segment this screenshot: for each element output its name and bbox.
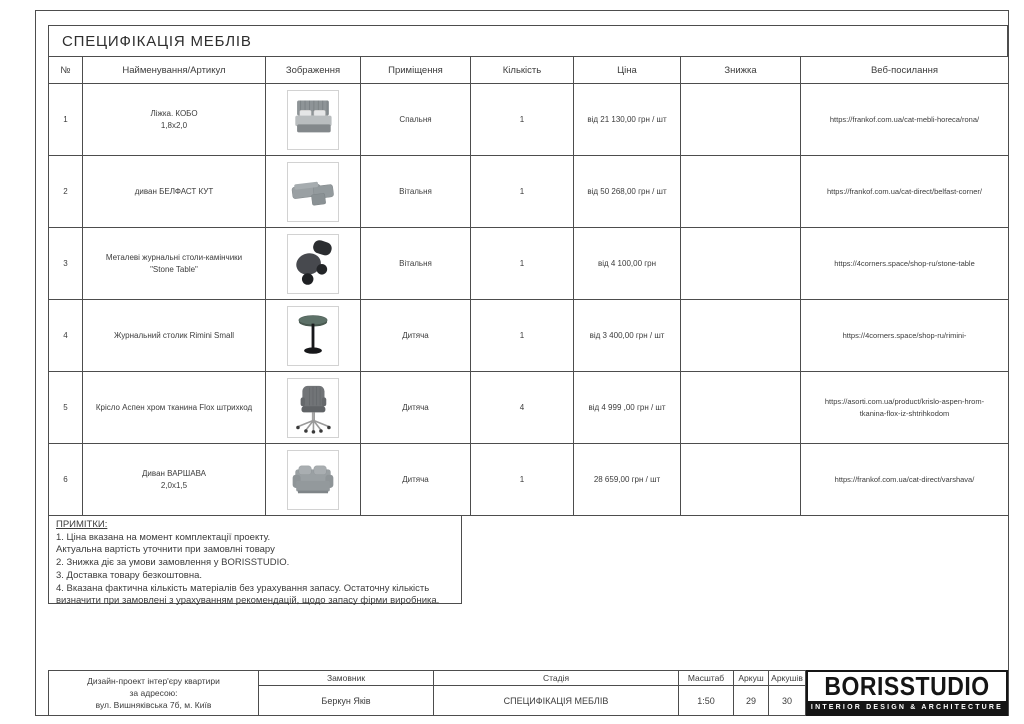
row-number: 1	[49, 84, 83, 156]
customer-value: Беркун Яків	[321, 695, 371, 706]
project-info	[48, 670, 259, 716]
scale-label: Масштаб	[679, 671, 733, 686]
borisstudio-logo	[806, 670, 1008, 716]
discount-cell	[681, 228, 801, 300]
logo-wordmark: BORISSTUDIO	[824, 671, 990, 701]
scale-value: 1:50	[697, 695, 715, 706]
row-number: 2	[49, 156, 83, 228]
customer-cell	[259, 670, 434, 716]
page-title: СПЕЦИФІКАЦІЯ МЕБЛІВ	[62, 32, 252, 50]
web-link: https://frankof.com.ua/cat-direct/belfast-corner/	[801, 156, 1009, 228]
notes-box	[48, 515, 462, 607]
web-link: https://frankof.com.ua/cat-direct/varshava/	[801, 444, 1009, 516]
product-image-cell	[266, 84, 361, 156]
notes-title: ПРИМІТКИ:	[56, 519, 108, 530]
product-image-box	[287, 90, 339, 150]
specification-table	[48, 56, 1009, 516]
sheet-value: 29	[745, 695, 756, 706]
scale-cell	[679, 670, 734, 716]
quantity-cell: 1	[471, 156, 574, 228]
sheet-label: Аркуш	[734, 671, 768, 686]
room-cell: Дитяча	[361, 372, 471, 444]
stage-label: Стадія	[434, 671, 678, 686]
office-chair-image	[290, 381, 336, 435]
customer-label: Замовник	[259, 671, 433, 686]
price-cell: від 50 268,00 грн / шт	[574, 156, 681, 228]
sheets-value: 30	[781, 695, 792, 706]
room-cell: Дитяча	[361, 300, 471, 372]
quantity-cell: 1	[471, 84, 574, 156]
room-cell: Спальня	[361, 84, 471, 156]
product-name-line1: Диван ВАРШАВА	[142, 468, 206, 478]
header-qty: Кількість	[471, 57, 574, 84]
product-name	[83, 300, 266, 372]
header-price: Ціна	[574, 57, 681, 84]
product-name-line1: Металеві журнальні столи-камінчики	[105, 252, 243, 262]
product-image-cell	[266, 156, 361, 228]
discount-cell	[681, 84, 801, 156]
discount-cell	[681, 444, 801, 516]
room-cell: Дитяча	[361, 444, 471, 516]
row-number: 6	[49, 444, 83, 516]
product-image-box	[287, 378, 339, 438]
stage-cell	[434, 670, 679, 716]
product-name-line1: диван БЕЛФАСТ КУТ	[134, 186, 214, 196]
price-cell: від 4 100,00 грн	[574, 228, 681, 300]
table-row	[49, 372, 1009, 444]
price-cell: 28 659,00 грн / шт	[574, 444, 681, 516]
sheet-number-cell	[734, 670, 769, 716]
web-link: https://frankof.com.ua/cat-mebli-horeca/rona/	[801, 84, 1009, 156]
room-cell: Вітальня	[361, 156, 471, 228]
sheet-title-box	[48, 25, 1008, 57]
table-row	[49, 228, 1009, 300]
corner-sofa-image	[290, 165, 336, 219]
bed-image	[290, 93, 336, 147]
quantity-cell: 1	[471, 300, 574, 372]
product-image-box	[287, 162, 339, 222]
product-name-line2: 1,8х2,0	[160, 120, 188, 130]
price-cell: від 4 999 ,00 грн / шт	[574, 372, 681, 444]
web-link: https://4corners.space/shop-ru/rimini-	[801, 300, 1009, 372]
row-number: 4	[49, 300, 83, 372]
title-block	[48, 670, 1008, 716]
product-image-cell	[266, 372, 361, 444]
table-row	[49, 84, 1009, 156]
product-image-cell	[266, 300, 361, 372]
note-line: 4. Вказана фактична кількість матеріалів без урахування запасу. Остаточну кількість	[56, 582, 430, 594]
product-image-cell	[266, 228, 361, 300]
note-line: Актуальна вартість уточнити при замовлні товару	[56, 544, 275, 556]
note-line: визначити при замовлені з урахуванням рекомендацій, щодо запасу фірми виробника.	[56, 595, 440, 607]
web-link: https://asorti.com.ua/product/krislo-aspen-hrom-tkanina-flox-iz-shtrihkodom	[801, 372, 1009, 444]
row-number: 5	[49, 372, 83, 444]
header-room: Приміщення	[361, 57, 471, 84]
header-image: Зображення	[266, 57, 361, 84]
product-name-line2: 2,0х1,5	[160, 480, 188, 490]
product-image-box	[287, 234, 339, 294]
product-image-cell	[266, 444, 361, 516]
price-cell: від 3 400,00 грн / шт	[574, 300, 681, 372]
discount-cell	[681, 156, 801, 228]
product-name-line1: Ліжка. КОБО	[150, 108, 198, 118]
discount-cell	[681, 372, 801, 444]
row-number: 3	[49, 228, 83, 300]
web-link: https://4corners.space/shop-ru/stone-table	[801, 228, 1009, 300]
product-name-line1: Крісло Аспен хром тканина Flox штрихкод	[95, 402, 253, 412]
product-name-line1: Журнальний столик Rimini Small	[113, 330, 235, 340]
product-name	[83, 444, 266, 516]
table-row	[49, 156, 1009, 228]
header-num: №	[49, 57, 83, 84]
sheets-label: Аркушів	[769, 671, 805, 686]
product-image-box	[287, 450, 339, 510]
project-line: Дизайн-проект інтер'єру квартири	[87, 675, 220, 686]
stone-tables-image	[290, 237, 336, 291]
room-cell: Вітальня	[361, 228, 471, 300]
product-name	[83, 84, 266, 156]
note-line: 2. Знижка діє за умови замовлення у BORISSTUDIO.	[56, 557, 290, 569]
discount-cell	[681, 300, 801, 372]
product-name-line2: "Stone Table"	[150, 264, 198, 274]
stage-value: СПЕЦИФІКАЦІЯ МЕБЛІВ	[503, 695, 609, 706]
table-row	[49, 300, 1009, 372]
product-image-box	[287, 306, 339, 366]
round-table-image	[290, 309, 336, 363]
sofa-image	[290, 453, 336, 507]
table-row	[49, 444, 1009, 516]
note-line: 1. Ціна вказана на момент комплектації проекту.	[56, 531, 271, 543]
note-line: 3. Доставка товару безкоштовна.	[56, 569, 202, 581]
header-discount: Знижка	[681, 57, 801, 84]
logo-subtitle: INTERIOR DESIGN & ARCHITECTURE	[808, 701, 1006, 714]
product-name	[83, 156, 266, 228]
product-name	[83, 372, 266, 444]
product-name	[83, 228, 266, 300]
quantity-cell: 1	[471, 444, 574, 516]
project-line: вул. Вишняківська 7б, м. Київ	[95, 700, 212, 711]
sheets-total-cell	[769, 670, 806, 716]
header-link: Веб-посилання	[801, 57, 1009, 84]
header-name: Найменування/Артикул	[83, 57, 266, 84]
project-line: за адресою:	[129, 687, 178, 698]
quantity-cell: 4	[471, 372, 574, 444]
table-header-row	[49, 57, 1009, 84]
quantity-cell: 1	[471, 228, 574, 300]
price-cell: від 21 130,00 грн / шт	[574, 84, 681, 156]
